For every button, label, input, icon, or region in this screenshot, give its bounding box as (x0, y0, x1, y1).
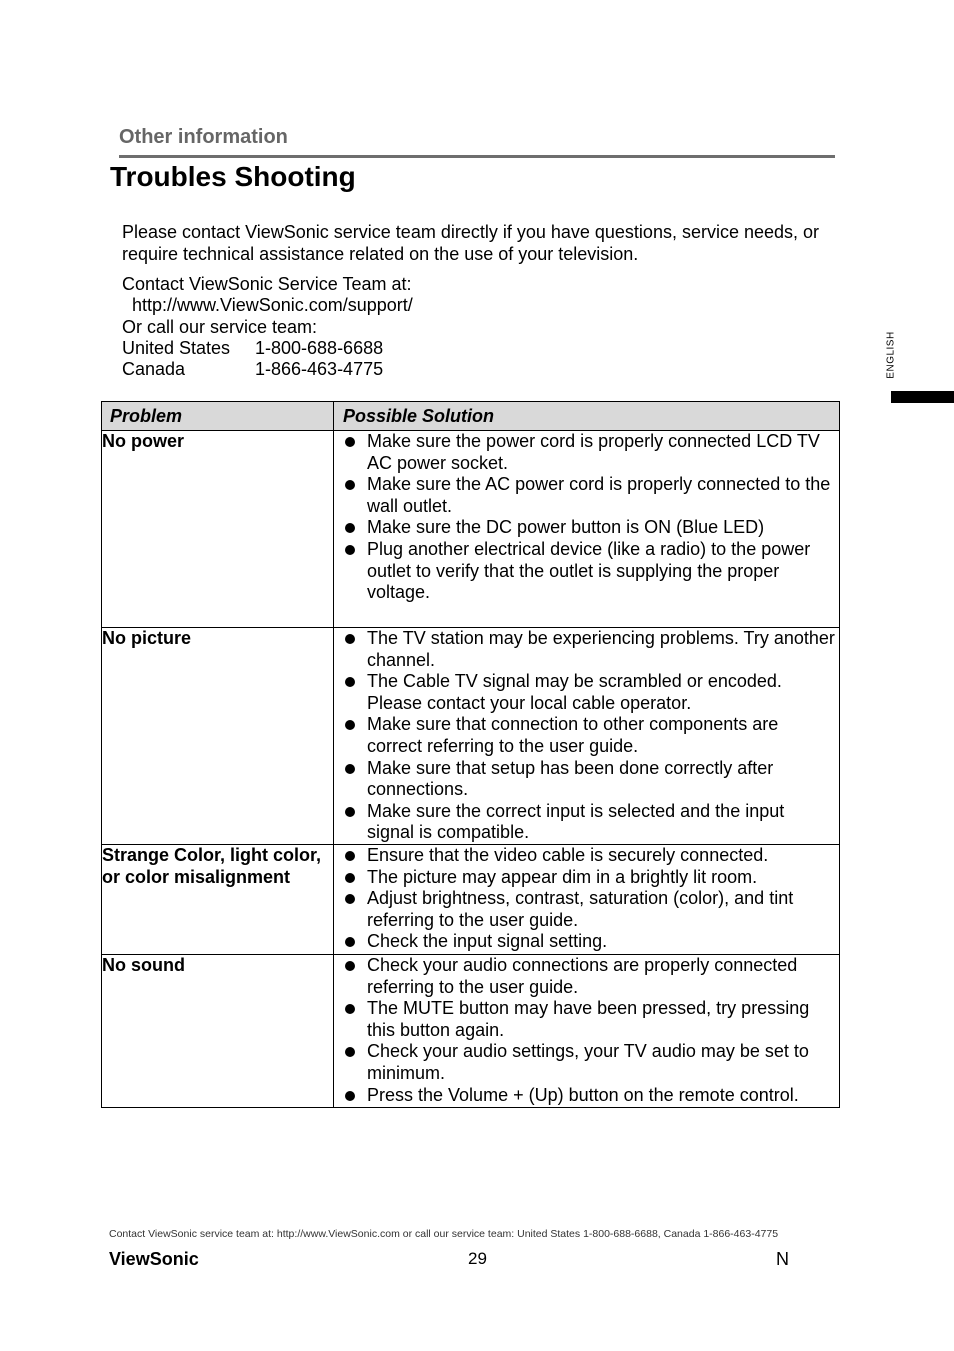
solution-item: Make sure that setup has been done correctly after connections. (334, 758, 839, 801)
footer-brand: ViewSonic (109, 1249, 199, 1269)
solution-cell (334, 431, 840, 628)
page-number: 29 (468, 1249, 487, 1268)
phone-number: 1-866-463-4775 (255, 359, 384, 380)
header-problem: Problem (102, 402, 334, 431)
phone-number: 1-800-688-6688 (255, 337, 384, 358)
table-row (102, 954, 840, 1107)
problem-cell: No sound (102, 954, 334, 1107)
phone-country: Canada (122, 359, 186, 380)
solution-item: Plug another electrical device (like a radio) to the power outlet to verify that the outlet is supplying the proper voltage. (334, 539, 839, 604)
solution-item: Make sure the DC power button is ON (Blue LED) (334, 517, 839, 539)
solution-item: Make sure the correct input is selected and the input signal is compatible. (334, 801, 839, 844)
footer-letter: N (776, 1249, 789, 1269)
call-text: Or call our service team: (122, 316, 318, 337)
solution-item: Make sure that connection to other components are correct referring to the user guide. (334, 714, 839, 757)
phone-country: United States (122, 337, 231, 358)
solution-cell (334, 628, 840, 845)
solution-item: The TV station may be experiencing problems. Try another channel. (334, 628, 839, 671)
problem-cell: No picture (102, 628, 334, 845)
language-tab-bar (891, 391, 954, 403)
intro-paragraph: Please contact ViewSonic service team directly if you have questions, service needs, or require technical assistance related on the use of your television. (122, 222, 820, 264)
section-label: Other information (119, 126, 288, 148)
page-title: Troubles Shooting (110, 161, 356, 192)
solution-list (334, 628, 839, 844)
solution-item: Check your audio connections are properly connected referring to the user guide. (334, 955, 839, 998)
table-row (102, 431, 840, 628)
phone-row-us (122, 338, 413, 359)
solution-cell (334, 954, 840, 1107)
contact-heading: Contact ViewSonic Service Team at: (122, 274, 412, 294)
solution-item: Make sure the AC power cord is properly connected to the wall outlet. (334, 474, 839, 517)
section-divider (119, 155, 835, 158)
solution-item: The Cable TV signal may be scrambled or encoded. Please contact your local cable operator. (334, 671, 839, 714)
solution-item: Check your audio settings, your TV audio may be set to minimum. (334, 1041, 839, 1084)
solution-item: The MUTE button may have been pressed, try pressing this button again. (334, 998, 839, 1041)
solution-cell (334, 844, 840, 954)
header-solution: Possible Solution (334, 402, 840, 431)
solution-list (334, 845, 839, 953)
problem-cell: No power (102, 431, 334, 628)
troubleshooting-table (101, 401, 840, 1108)
problem-cell: Strange Color, light color, or color misalignment (102, 844, 334, 954)
table-header-row (102, 402, 840, 431)
solution-item: Adjust brightness, contrast, saturation (color), and tint referring to the user guide. (334, 888, 839, 931)
support-url: http://www.ViewSonic.com/support/ (132, 295, 413, 316)
solution-item: Make sure the power cord is properly connected LCD TV AC power socket. (334, 431, 839, 474)
footer-contact-line: Contact ViewSonic service team at: http://www.ViewSonic.com or call our service team: United States 1-800-688-6688, Canada 1-866-463-4775 (109, 1228, 779, 1240)
table-row (102, 628, 840, 845)
contact-block (122, 274, 413, 380)
solution-list (334, 431, 839, 604)
solution-list (334, 955, 839, 1106)
language-tab (881, 320, 901, 390)
solution-item: Check the input signal setting. (334, 931, 839, 953)
phone-row-canada (122, 359, 413, 380)
solution-item: Press the Volume + (Up) button on the remote control. (334, 1085, 839, 1107)
solution-item: Ensure that the video cable is securely connected. (334, 845, 839, 867)
solution-item: The picture may appear dim in a brightly lit room. (334, 867, 839, 889)
table-row (102, 844, 840, 954)
language-label: ENGLISH (885, 331, 897, 379)
